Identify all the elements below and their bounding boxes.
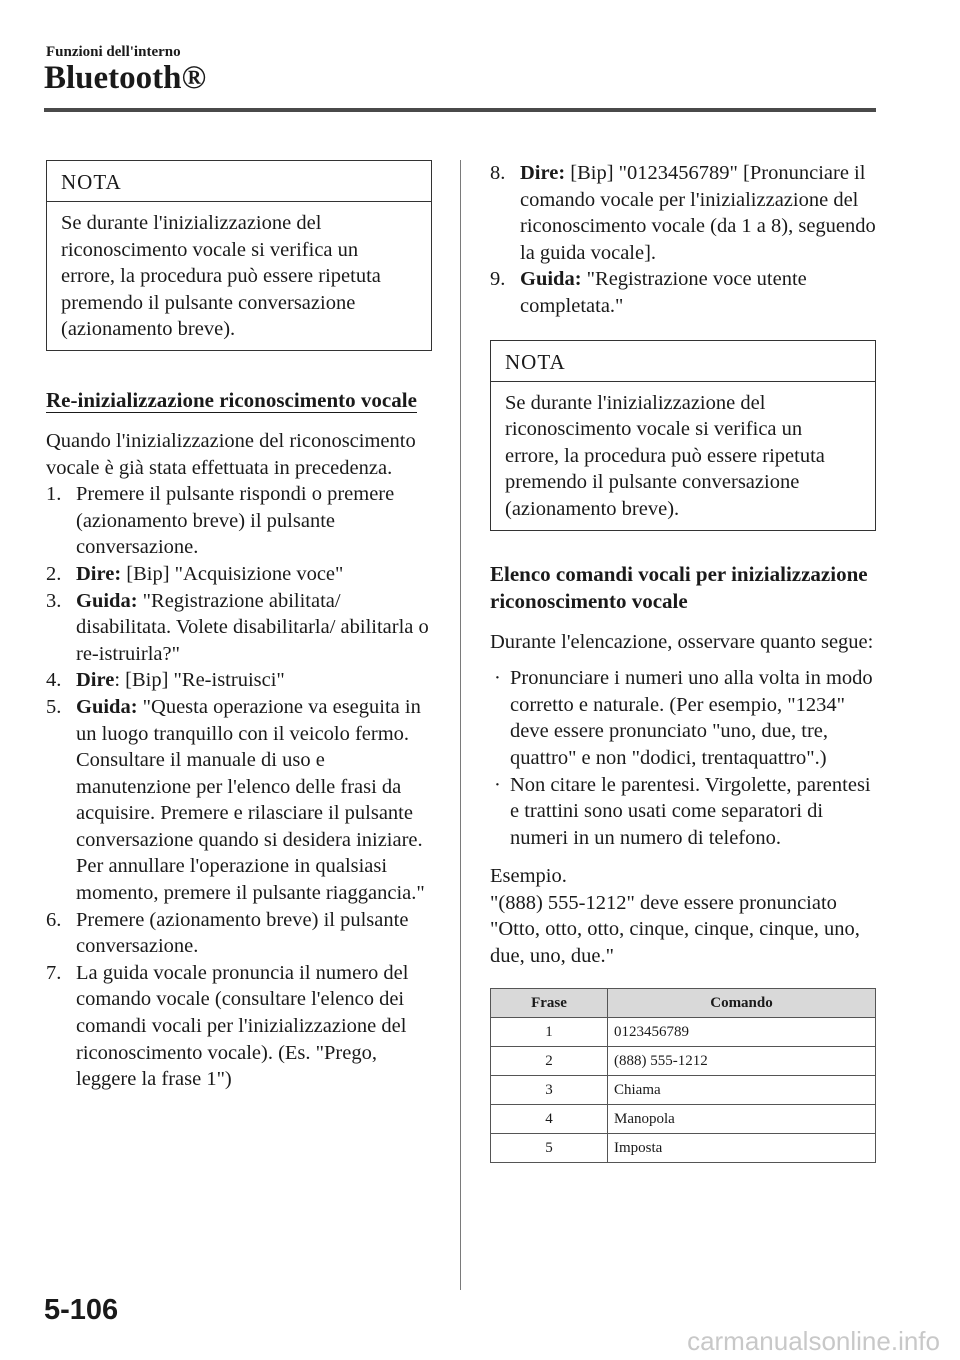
heading-text: Re-inizializzazione riconoscimento vocale	[46, 387, 417, 412]
note-box-right	[490, 340, 876, 531]
page-title: Bluetooth®	[44, 60, 207, 96]
watermark: carmanualsonline.info	[687, 1326, 940, 1356]
step-item: 7. La guida vocale pronuncia il numero del comando vocale (consultare l'elenco dei comandi vocali per l'inizializzazione del riconoscimento vocale). (Es. "Prego, leggere la frase 1")	[46, 961, 409, 1091]
note-text: Se durante l'inizializzazione del riconoscimento vocale si verifica un errore, la procedura può essere ripetuta premendo il pulsante conversazione (azionamento breve).	[505, 391, 825, 520]
table-row: 1 0123456789	[491, 1017, 876, 1046]
bullet-mark: ·	[494, 773, 501, 796]
note-text: Se durante l'inizializzazione del riconoscimento vocale si verifica un errore, la procedura può essere ripetuta premendo il pulsante conversazione (azionamento breve).	[61, 212, 381, 341]
step-item: 2. Dire: [Bip] "Acquisizione voce"	[46, 562, 344, 585]
table-row: 5 Imposta	[491, 1133, 876, 1162]
bullet-item: · Pronunciare i numeri uno alla volta in modo corretto e naturale. (Per esempio, "1234" deve essere pronunciato "uno, due, tre, quattro" e non "dodici, trentaquattro".)	[494, 667, 873, 769]
column-divider	[460, 160, 461, 1290]
intro-paragraph: Durante l'elencazione, osservare quanto segue:	[490, 630, 874, 653]
note-label: NOTA	[47, 161, 431, 202]
table-row: 2 (888) 555-1212	[491, 1046, 876, 1075]
left-column	[46, 160, 432, 1093]
table-header-comando: Comando	[608, 988, 876, 1017]
bullet-mark: ·	[494, 667, 501, 690]
section-label: Funzioni dell'interno	[46, 44, 181, 60]
command-table	[490, 988, 876, 1163]
step-item: 3. Guida: "Registrazione abilitata/ disabilitata. Volete disabilitarla/ abilitarla o re-istruirla?"	[46, 589, 429, 665]
note-box-left	[46, 160, 432, 351]
step-item: 5. Guida: "Questa operazione va eseguita in un luogo tranquillo con il veicolo fermo. Consultare il manuale di uso e manutenzione per l'elenco delle frasi da acquisire. Premere e rilasciare il pulsante conversazione quando si desidera iniziare. Per annullare l'operazione in qualsiasi momento, premere il pulsante riaggancia."	[46, 695, 425, 905]
note-label: NOTA	[491, 341, 875, 382]
step-item: 6. Premere (azionamento breve) il pulsante conversazione.	[46, 908, 409, 958]
example-text: "(888) 555-1212" deve essere pronunciato "Otto, otto, otto, cinque, cinque, cinque, uno, due, uno, due."	[490, 891, 860, 968]
step-item: 4. Dire: [Bip] "Re-istruisci"	[46, 669, 285, 692]
step-item: 9. Guida: "Registrazione voce utente completata."	[490, 268, 807, 317]
steps-list-left	[46, 481, 432, 1093]
right-column	[490, 160, 876, 1163]
bullet-item: · Non citare le parentesi. Virgolette, parentesi e trattini sono usati come separatori di numeri in un numero di telefono.	[494, 773, 871, 849]
table-row: 3 Chiama	[491, 1075, 876, 1104]
table-row: 4 Manopola	[491, 1104, 876, 1133]
section-heading-reinit	[46, 387, 432, 414]
step-item: 8. Dire: [Bip] "0123456789" [Pronunciare il comando vocale per l'inizializzazione del riconoscimento vocale (da 1 a 8), seguendo la guida vocale].	[490, 162, 876, 264]
step-item: 1. Premere il pulsante rispondi o premere (azionamento breve) il pulsante conversazione.	[46, 483, 395, 559]
steps-list-right	[490, 160, 876, 320]
table-header-row	[491, 988, 876, 1017]
page-number: 5-106	[44, 1294, 119, 1326]
example-label: Esempio.	[490, 865, 567, 888]
section-heading-command-list: Elenco comandi vocali per inizializzazione riconoscimento vocale	[490, 561, 868, 613]
bullet-list	[490, 665, 876, 851]
table-header-frase: Frase	[491, 988, 608, 1017]
title-rule	[44, 108, 876, 112]
intro-paragraph: Quando l'inizializzazione del riconoscimento vocale è già stata effettuata in precedenza.	[46, 429, 416, 479]
